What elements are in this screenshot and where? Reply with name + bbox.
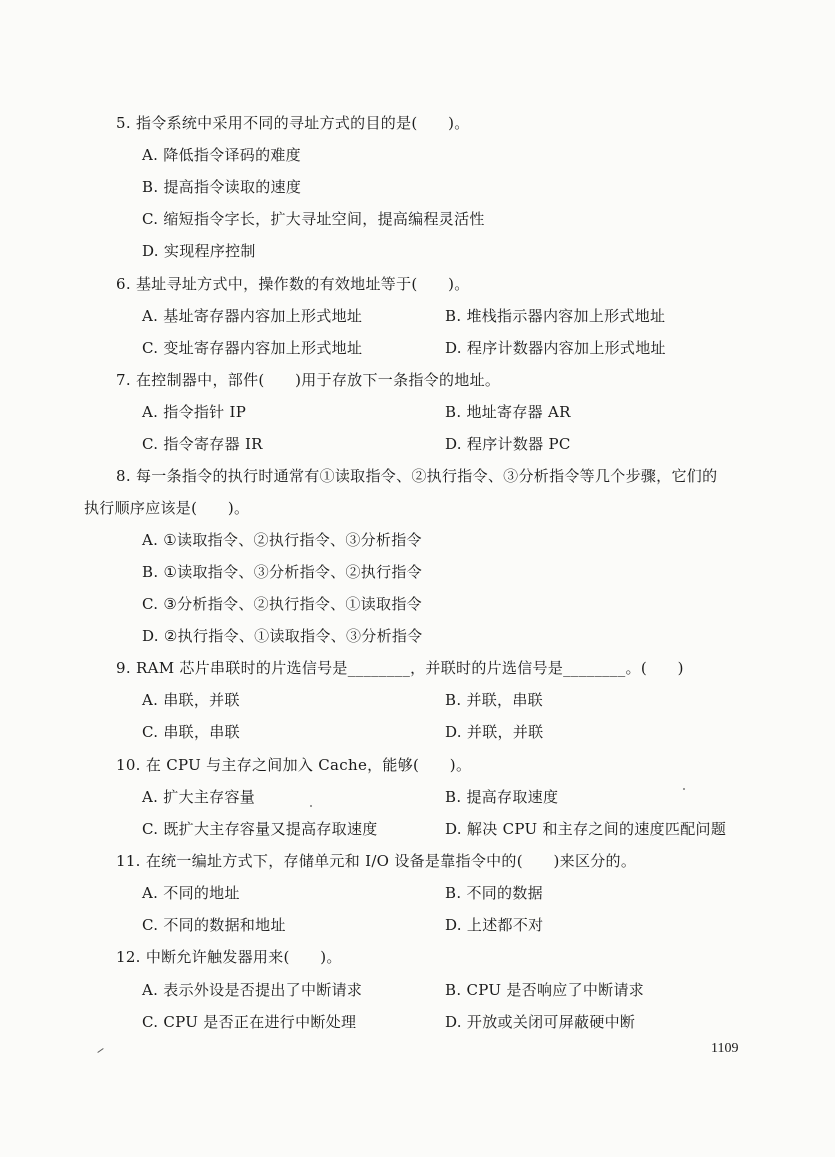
question-10-option-b: B. 提高存取速度 bbox=[445, 788, 559, 806]
question-8-option-b: B. ①读取指令、③分析指令、②执行指令 bbox=[142, 563, 423, 581]
question-12-option-a: A. 表示外设是否提出了中断请求 bbox=[142, 981, 363, 999]
question-9-option-a: A. 串联，并联 bbox=[142, 691, 240, 709]
question-9-option-b: B. 并联，串联 bbox=[445, 691, 543, 709]
question-12-option-d: D. 开放或关闭可屏蔽硬中断 bbox=[445, 1013, 636, 1031]
question-5-option-b: B. 提高指令读取的速度 bbox=[142, 178, 302, 196]
question-11-option-b: B. 不同的数据 bbox=[445, 884, 543, 902]
question-11-option-a: A. 不同的地址 bbox=[142, 884, 240, 902]
question-9-option-c: C. 串联，串联 bbox=[142, 723, 240, 741]
question-8-option-d: D. ②执行指令、①读取指令、③分析指令 bbox=[142, 627, 423, 645]
question-7-option-d: D. 程序计数器 PC bbox=[445, 435, 571, 453]
question-12-option-b: B. CPU 是否响应了中断请求 bbox=[445, 981, 645, 999]
question-10-option-c: C. 既扩大主存容量又提高存取速度 bbox=[142, 820, 378, 838]
question-8-stem: 8. 每一条指令的执行时通常有①读取指令、②执行指令、③分析指令等几个步骤，它们的 bbox=[116, 467, 718, 485]
question-7-option-b: B. 地址寄存器 AR bbox=[445, 403, 571, 421]
question-10-option-a: A. 扩大主存容量 bbox=[142, 788, 256, 806]
question-7-option-a: A. 指令指针 IP bbox=[142, 403, 247, 421]
scan-speck bbox=[683, 788, 685, 790]
question-5-option-c: C. 缩短指令字长，扩大寻址空间，提高编程灵活性 bbox=[142, 210, 485, 228]
question-11-stem: 11. 在统一编址方式下，存储单元和 I/O 设备是靠指令中的( )来区分的。 bbox=[116, 852, 637, 870]
question-9-option-d: D. 并联，并联 bbox=[445, 723, 544, 741]
question-10-stem: 10. 在 CPU 与主存之间加入 Cache，能够( )。 bbox=[116, 756, 472, 774]
question-5-stem: 5. 指令系统中采用不同的寻址方式的目的是( )。 bbox=[116, 114, 470, 132]
question-5-option-a: A. 降低指令译码的难度 bbox=[142, 146, 301, 164]
question-8-stem-continued: 执行顺序应该是( )。 bbox=[84, 499, 250, 517]
question-6-option-b: B. 堆栈指示器内容加上形式地址 bbox=[445, 307, 666, 325]
question-5-option-d: D. 实现程序控制 bbox=[142, 242, 256, 260]
question-6-option-c: C. 变址寄存器内容加上形式地址 bbox=[142, 339, 363, 357]
question-8-option-a: A. ①读取指令、②执行指令、③分析指令 bbox=[142, 531, 422, 549]
question-7-stem: 7. 在控制器中，部件( )用于存放下一条指令的地址。 bbox=[116, 371, 501, 389]
question-9-stem: 9. RAM 芯片串联时的片选信号是________，并联时的片选信号是________。( ) bbox=[116, 659, 684, 677]
question-6-option-a: A. 基址寄存器内容加上形式地址 bbox=[142, 307, 363, 325]
question-12-stem: 12. 中断允许触发器用来( )。 bbox=[116, 948, 342, 966]
question-6-option-d: D. 程序计数器内容加上形式地址 bbox=[445, 339, 666, 357]
question-6-stem: 6. 基址寻址方式中，操作数的有效地址等于( )。 bbox=[116, 275, 470, 293]
page-number: 1109 bbox=[711, 1041, 739, 1056]
question-8-option-c: C. ③分析指令、②执行指令、①读取指令 bbox=[142, 595, 422, 613]
question-11-option-d: D. 上述都不对 bbox=[445, 916, 544, 934]
question-11-option-c: C. 不同的数据和地址 bbox=[142, 916, 286, 934]
question-7-option-c: C. 指令寄存器 IR bbox=[142, 435, 263, 453]
question-12-option-c: C. CPU 是否正在进行中断处理 bbox=[142, 1013, 357, 1031]
question-10-option-d: D. 解决 CPU 和主存之间的速度匹配问题 bbox=[445, 820, 727, 838]
scan-speck bbox=[310, 805, 312, 807]
scan-mark bbox=[97, 1048, 103, 1053]
